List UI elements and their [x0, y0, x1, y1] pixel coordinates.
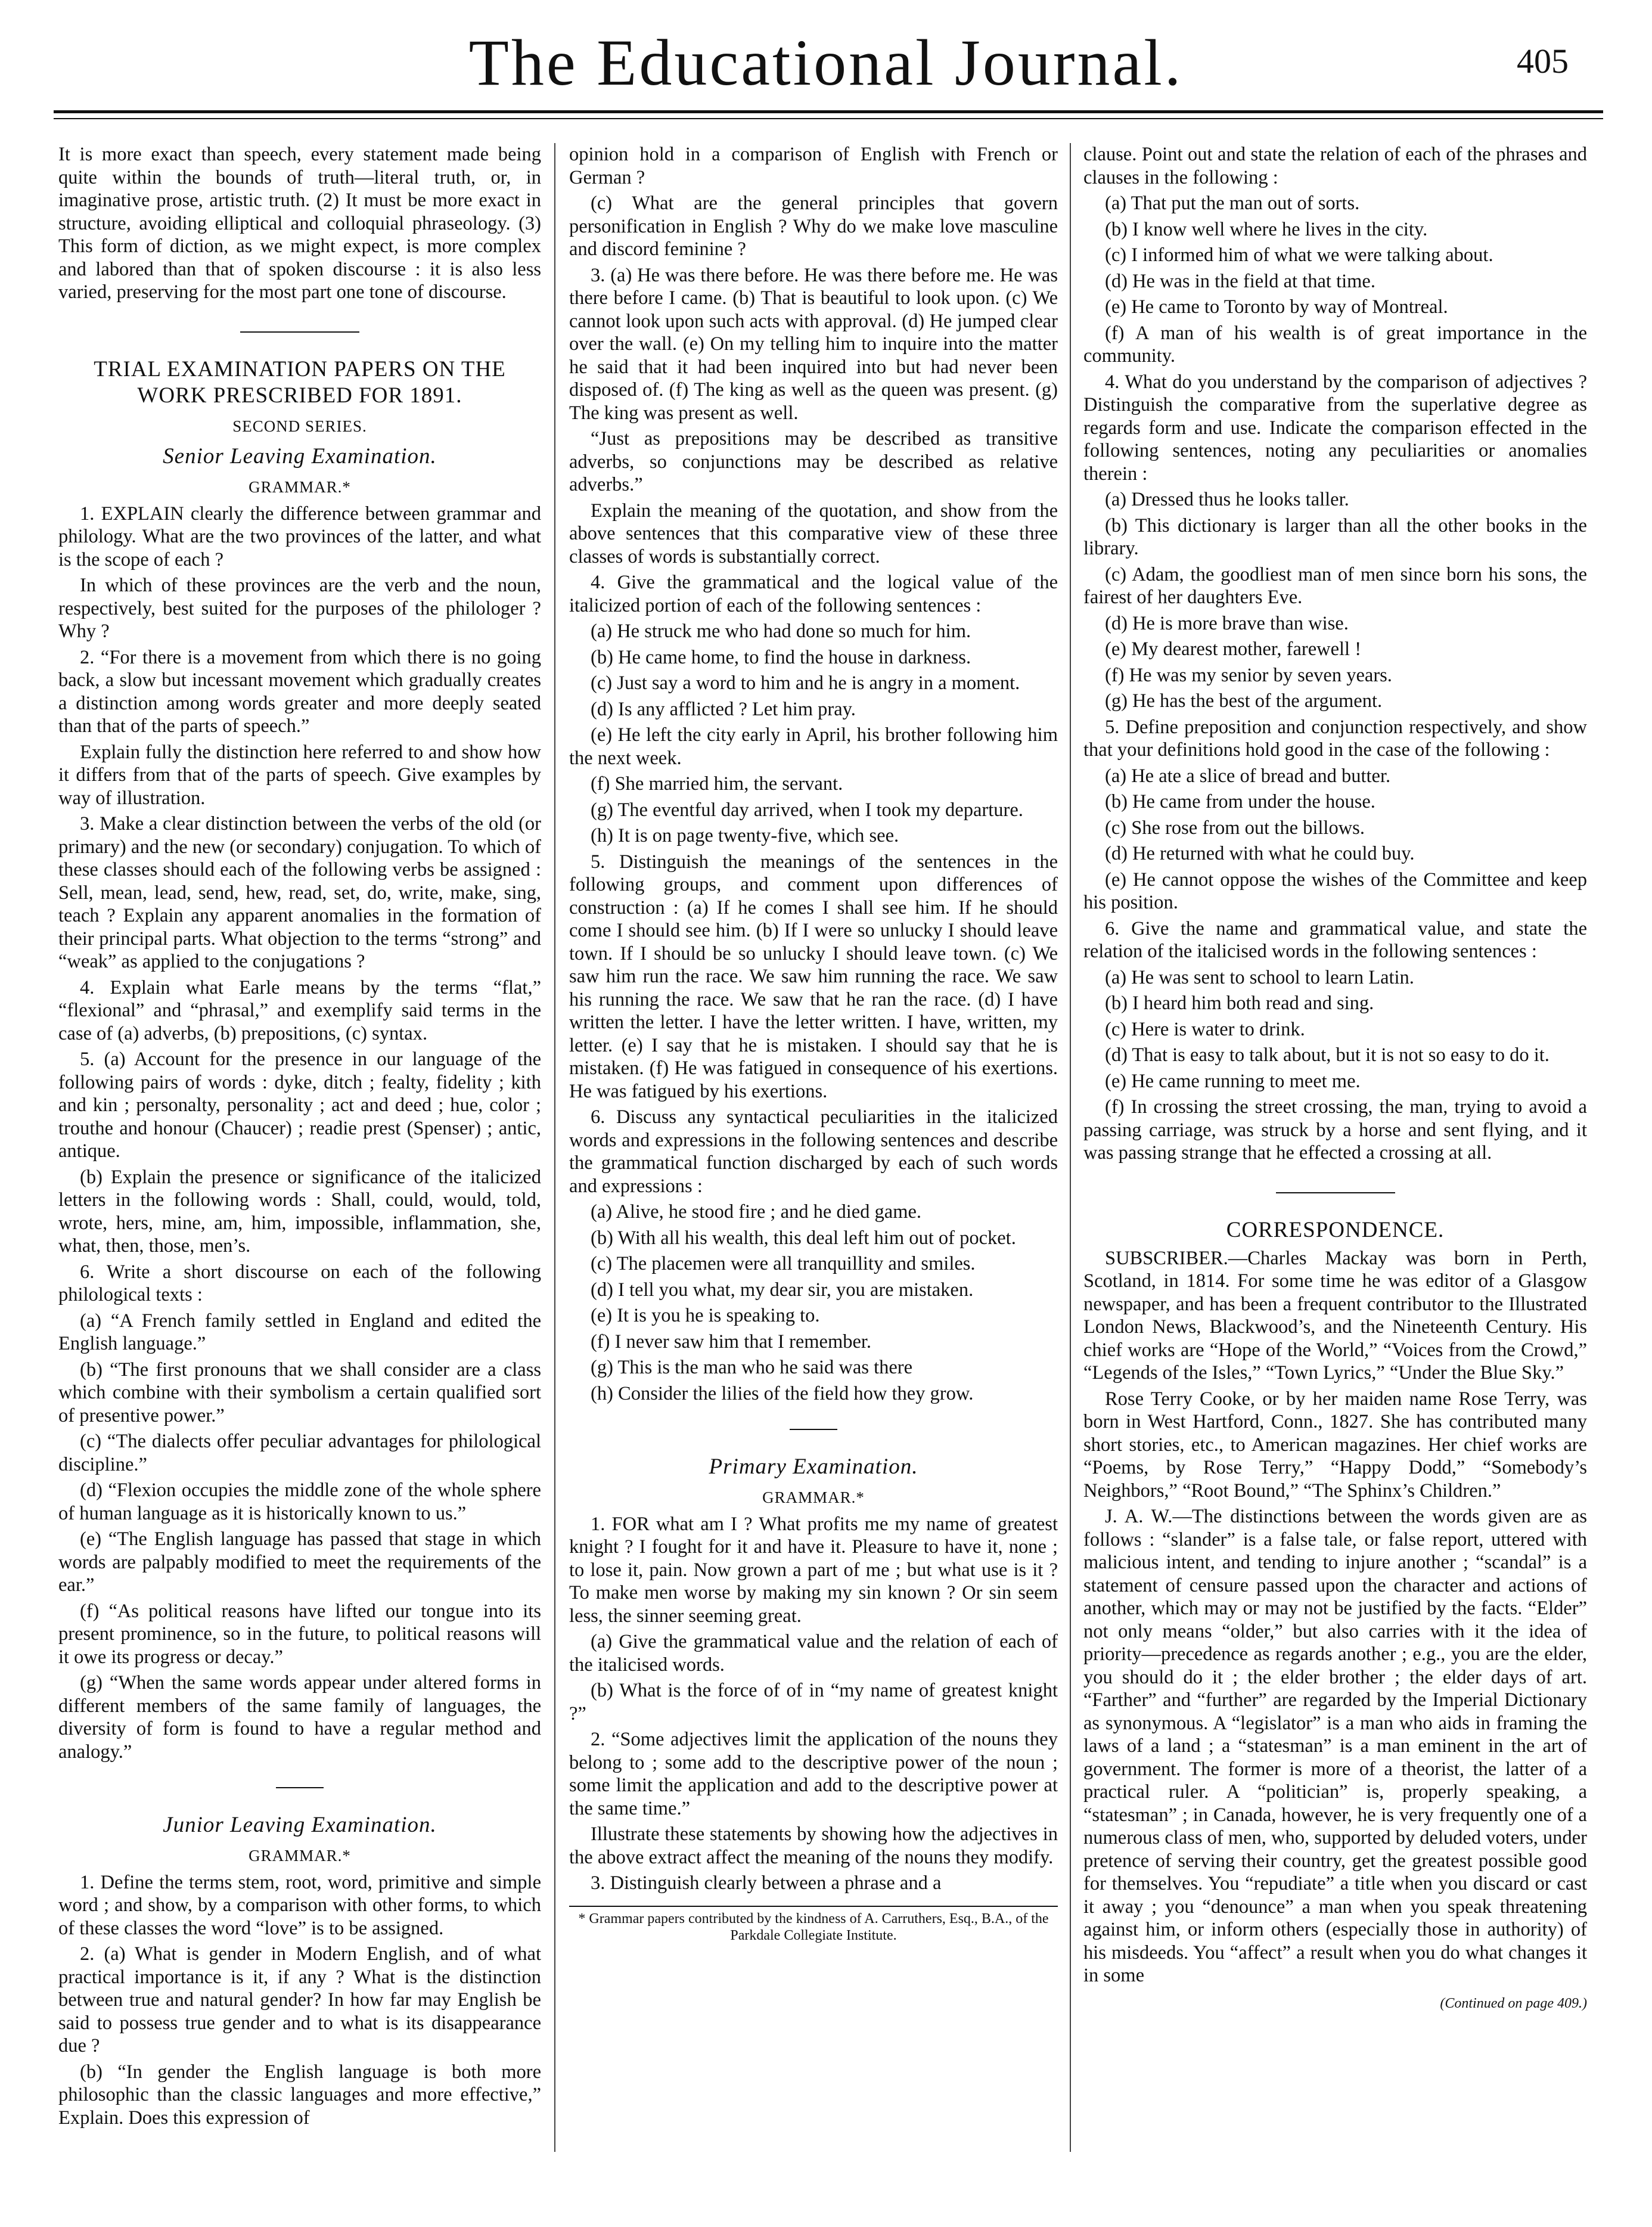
sentence: (b) This dictionary is larger than all the other books in the library. — [1083, 514, 1587, 559]
question: (b) “The first pronouns that we shall consider are a class which combine with their symbolism a certain qualified sort of presentive power.” — [58, 1358, 541, 1426]
sentence: (d) He was in the field at that time. — [1105, 270, 1375, 292]
question: 2. (a) What is gender in Modern English, and of what practical importance is it, if any ? What is the distinction between true and natural gender? In how far may English be said to possess true gender and to what is its disappearance due ? — [58, 1943, 541, 2057]
question: (d) “Flexion occupies the middle zone of the whole sphere of human language as it is historically known to us.” — [58, 1480, 541, 1524]
sentence: (b) I know well where he lives in the city. — [1105, 218, 1428, 240]
journal-title: The Educational Journal. — [468, 26, 1184, 99]
correspondence-heading: CORRESPONDENCE. — [1226, 1217, 1445, 1242]
question: 3. Distinguish clearly between a phrase and a — [591, 1872, 942, 1894]
paragraph: clause. Point out and state the relation of each of the phrases and clauses in the following : — [1083, 144, 1587, 188]
question: In which of these provinces are the verb and the noun, respectively, best suited for the purposes of the philologer ? Why ? — [58, 575, 541, 642]
page-number: 405 — [1517, 42, 1569, 80]
question: 1. EXPLAIN clearly the difference between grammar and philology. What are the two provinces of the latter, and what is the scope of each ? — [58, 503, 541, 570]
question: 1. FOR what am I ? What profits me my name of greatest knight ? I fought for it and have it. Pleasure to have it, none ; to lose it, pain. Now grown a part of me ; but what use is it ? To make men worse by making my sin known ? Or sin seem less, the sinner seeming great. — [569, 1513, 1058, 1627]
question: (g) “When the same words appear under altered forms in different members of the same family of languages, the diversity of form is found to have a regular method and analogy.” — [58, 1672, 541, 1763]
sentence: (d) He returned with what he could buy. — [1105, 843, 1415, 864]
sentence: (d) That is easy to talk about, but it is not so easy to do it. — [1105, 1044, 1549, 1066]
section-rule — [790, 1429, 837, 1430]
sentence: (e) He cannot oppose the wishes of the Committee and keep his position. — [1083, 869, 1587, 913]
paragraph: It is more exact than speech, every statement made being quite within the bounds of truth—literal truth, or, in imaginative prose, artistic truth. (2) It must be more exact in structure, avoiding elliptical and colloquial phraseology. (3) This form of diction, as we might expect, is more complex and labored than that of spoken discourse : it is also less varied, preserving for the most part one tone of discourse. — [58, 144, 541, 303]
column-3 — [1083, 143, 1587, 2152]
question: 5. Distinguish the meanings of the sentences in the following groups, and comment upon differences of construction : (a) If he comes I shall see him. If he should come I should see him. (b) If I were so unlucky I should leave town. If I should be so unlucky I should leave town. (c) We saw him run the race. We saw him running the race. We saw his running the race. We saw that he ran the race. (d) I have written the letter. I have the letter written. I have, written, my letter. (e) I say that he is mistaken. I should say that he is mistaken. (f) He was fatigued in consequence of his exertions. He was fatigued by his exertions. — [569, 851, 1058, 1102]
question: (b) What is the force of of in “my name of greatest knight ?” — [569, 1680, 1058, 1724]
paragraph: opinion hold in a comparison of English with French or German ? — [569, 144, 1058, 188]
sentence: (g) This is the man who he said was there — [591, 1357, 913, 1378]
question: (a) “A French family settled in England and edited the English language.” — [58, 1310, 541, 1354]
quotation: “Just as prepositions may be described as transitive adverbs, so conjunctions may be described as relative adverbs.” — [569, 428, 1058, 495]
sentence: (b) He came from under the house. — [1105, 791, 1375, 812]
question: Explain fully the distinction here referred to and show how it differs from that of the parts of speech. Give examples by way of illustration. — [58, 741, 541, 809]
question: 2. “Some adjectives limit the application of the nouns they belong to ; some add to the descriptive power of the noun ; some limit the application and add to the descriptive power at the same time.” — [569, 1729, 1058, 1819]
sentence: (c) Adam, the goodliest man of men since born his sons, the fairest of her daughters Eve. — [1083, 563, 1587, 608]
question: Illustrate these statements by showing how the adjectives in the above extract affect the meaning of the nouns they modify. — [569, 1823, 1058, 1868]
question: (a) Give the grammatical value and the relation of each of the italicised words. — [569, 1631, 1058, 1676]
footnote: * Grammar papers contributed by the kindness of A. Carruthers, Esq., B.A., of the Parkdale Collegiate Institute. — [578, 1910, 1049, 1943]
sentence: (a) Alive, he stood fire ; and he died game. — [591, 1201, 922, 1223]
section-rule — [276, 1787, 324, 1788]
correspondence-entry: Rose Terry Cooke, or by her maiden name Rose Terry, was born in West Hartford, Conn., 1827. She has contributed many short stories, etc., to American magazines. Her chief works are “Poems, by Rose Terry,” “Happy Dodd,” “Somebody’s Neighbors,” “Root Bound,” “The Sphinx’s Children.” — [1083, 1388, 1587, 1502]
sentence: (e) He came to Toronto by way of Montreal. — [1105, 296, 1448, 318]
sentence: (d) He is more brave than wise. — [1105, 612, 1349, 634]
question: 5. Define preposition and conjunction respectively, and show that your definitions hold good in the case of the following : — [1083, 716, 1587, 761]
column-divider-2 — [1070, 143, 1071, 2152]
sentence: (c) The placemen were all tranquillity and smiles. — [591, 1253, 976, 1274]
question: 4. What do you understand by the comparison of adjectives ? Distinguish the comparative from the superlative degree as regards form and use. Indicate the comparison effected in the following sentences, noting any peculiarities or anomalies therein : — [1083, 371, 1587, 485]
sentence: (c) I informed him of what we were talking about. — [1105, 244, 1493, 266]
sentence: (a) Dressed thus he looks taller. — [1105, 489, 1349, 510]
question: 1. Define the terms stem, root, word, primitive and simple word ; and show, by a comparison with other forms, to which of these classes the word “love” is to be assigned. — [58, 1871, 541, 1939]
subject-label: GRAMMAR.* — [762, 1488, 865, 1506]
sentence: (c) She rose from out the billows. — [1105, 817, 1365, 839]
section-rule — [240, 331, 359, 333]
question: (c) What are the general principles that govern personification in English ? Why do we make love masculine and discord feminine ? — [569, 193, 1058, 260]
sentence: (c) Here is water to drink. — [1105, 1018, 1305, 1040]
sentence: (b) I heard him both read and sing. — [1105, 992, 1374, 1014]
question: 3. Make a clear distinction between the verbs of the old (or primary) and the new (or secondary) conjugation. To which of these classes should each of the following verbs be assigned : Sell, mean, lead, send, hew, read, set, do, write, make, sing, teach ? Explain any apparent anomalies in the formation of their principal parts. What objection to the terms “strong” and “weak” as applied to the conjugations ? — [58, 813, 541, 972]
sentence: (d) Is any afflicted ? Let him pray. — [591, 698, 856, 720]
section-heading: TRIAL EXAMINATION PAPERS ON THE WORK PRESCRIBED FOR 1891. — [94, 356, 506, 408]
header-rule-thick — [54, 110, 1603, 113]
correspondence-entry: SUBSCRIBER.—Charles Mackay was born in Perth, Scotland, in 1814. For some time he was editor of a Glasgow newspaper, and has been a frequent contributor to the Illustrated London News, Blackwood’s, and the Nineteenth Century. His chief works are “Hope of the World,” “Voices from the Crowd,” “Legends of the Isles,” “Town Lyrics,” “Under the Blue Sky.” — [1083, 1247, 1587, 1384]
question: (b) “In gender the English language is both more philosophic than the classic languages and more effective,” Explain. Does this expression of — [58, 2061, 541, 2129]
header-rule-thin — [54, 118, 1603, 119]
correspondence-entry: J. A. W.—The distinctions between the words given are as follows : “slander” is a false tale, or false report, uttered with malicious intent, and tending to injure another ; “scandal” is a statement of censure passed upon the character and actions of another, which may or may not be justified by the facts. “Elder” not only means “older,” but also carries with it the idea of priority—precedence as regards another ; e.g., you are the elder, you should do it ; the elder brother ; the elder days of art. “Farther” and “further” are regarded by the Imperial Dictionary as synonymous. A “legislator” is a man who aids in framing the laws of a land ; a “statesman” is a man eminent in the art of government. The former is more of a theorist, the latter of a practical ruler. A “politician” is, properly speaking, a “statesman” ; in Canada, however, he is very frequently one of a numerous class of men, who, supported by deluded voters, under pretence of serving their country, get the greatest possible good for themselves. You “repudiate” a title when you discard or cast it away ; you “denounce” a man when you speak threatening against him, or inform others (especially those in authority) of his misdeeds. You “affect” a result when you do what changes it in some — [1083, 1506, 1587, 1986]
question: 4. Explain what Earle means by the terms “flat,” “flexional” and “phrasal,” and exemplify said terms in the case of (a) adverbs, (b) prepositions, (c) syntax. — [58, 976, 541, 1044]
sentence: (e) He left the city early in April, his brother following him the next week. — [569, 724, 1058, 769]
sentence: (h) Consider the lilies of the field how they grow. — [591, 1382, 974, 1404]
sentence: (g) He has the best of the argument. — [1105, 690, 1383, 712]
subject-label: GRAMMAR.* — [249, 1847, 351, 1865]
sentence: (f) In crossing the street crossing, the man, trying to avoid a passing carriage, was struck by a horse and sent flying, and it was passing strange that he effected a crossing at all. — [1083, 1096, 1587, 1164]
sentence: (a) That put the man out of sorts. — [1105, 193, 1360, 214]
exam-title-senior: Senior Leaving Examination. — [163, 444, 437, 469]
sentence: (f) She married him, the servant. — [591, 773, 843, 795]
sentence: (d) I tell you what, my dear sir, you are mistaken. — [591, 1279, 974, 1301]
column-1 — [58, 143, 541, 2152]
masthead — [0, 18, 1652, 107]
footnote-rule — [569, 1906, 1058, 1907]
question: (b) Explain the presence or significance of the italicized letters in the following words : Shall, could, would, told, wrote, hers, mine, am, him, impossible, inflammation, she, what, then, those, men’s. — [58, 1166, 541, 1257]
sentence: (g) The eventful day arrived, when I took my departure. — [591, 799, 1023, 821]
sentence: (a) He struck me who had done so much for him. — [591, 621, 971, 642]
sentence: (f) I never saw him that I remember. — [591, 1330, 872, 1353]
question: 6. Discuss any syntactical peculiarities in the italicized words and expressions in the following sentences and describe the grammatical function discharged by each of such words and expressions : — [569, 1106, 1058, 1197]
sentence: (a) He ate a slice of bread and butter. — [1105, 765, 1391, 787]
sentence: (h) It is on page twenty-five, which see. — [591, 825, 899, 846]
question: 4. Give the grammatical and the logical value of the italicized portion of each of the following sentences : — [569, 572, 1058, 616]
sentence: (e) My dearest mother, farewell ! — [1105, 638, 1362, 660]
section-rule — [1276, 1192, 1395, 1193]
exam-title-primary: Primary Examination. — [709, 1454, 918, 1479]
column-2 — [569, 143, 1058, 2152]
exam-title-junior: Junior Leaving Examination. — [163, 1813, 437, 1837]
question: (f) “As political reasons have lifted our tongue into its present prominence, so in the future, to political reasons will it owe its progress or decay.” — [58, 1600, 541, 1668]
question: (e) “The English language has passed that stage in which words are palpably modified to meet the requirements of the ear.” — [58, 1528, 541, 1596]
continued-note: (Continued on page 409.) — [1440, 1995, 1587, 2011]
question: Explain the meaning of the quotation, and show from the above sentences that this comparative view of these three classes of words is substantially correct. — [569, 500, 1058, 567]
sentence: (e) It is you he is speaking to. — [591, 1305, 820, 1326]
question: (c) “The dialects offer peculiar advantages for philological discipline.” — [58, 1431, 541, 1475]
sentence: (a) He was sent to school to learn Latin. — [1105, 966, 1414, 988]
sentence: (e) He came running to meet me. — [1105, 1070, 1361, 1092]
subject-label: GRAMMAR.* — [249, 478, 351, 496]
sentence: (b) He came home, to find the house in darkness. — [591, 646, 971, 668]
sentence: (c) Just say a word to him and he is angry in a moment. — [591, 672, 1020, 694]
series-label: SECOND SERIES. — [232, 417, 367, 435]
question: 3. (a) He was there before. He was there before me. He was there before I came. (b) That is beautiful to look upon. (c) We cannot look upon such acts with approval. (d) He jumped clear over the wall. (e) On my telling him to inquire into the matter he said that it had been inquired into but had never been disposed of. (f) The king as well as the queen was present. (g) The king was present as well. — [569, 264, 1058, 424]
column-divider-1 — [554, 143, 555, 2152]
question: 2. “For there is a movement from which there is no going back, a slow but incessant movement which gradually creates a distinction among words greater and more deeply seated than that of the parts of speech.” — [58, 646, 541, 737]
question: 5. (a) Account for the presence in our language of the following pairs of words : dyke, ditch ; fealty, fidelity ; kith and kin ; personalty, personality ; act and deed ; hue, color ; trouthe and honour (Chaucer) ; readie prest (Spenser) ; antic, antique. — [58, 1049, 541, 1162]
question: 6. Give the name and grammatical value, and state the relation of the italicised words in the following sentences : — [1083, 917, 1587, 962]
sentence: (f) He was my senior by seven years. — [1105, 664, 1392, 686]
sentence: (b) With all his wealth, this deal left him out of pocket. — [591, 1227, 1016, 1249]
sentence: (f) A man of his wealth is of great importance in the community. — [1083, 322, 1587, 367]
question: 6. Write a short discourse on each of the following philological texts : — [58, 1261, 541, 1305]
